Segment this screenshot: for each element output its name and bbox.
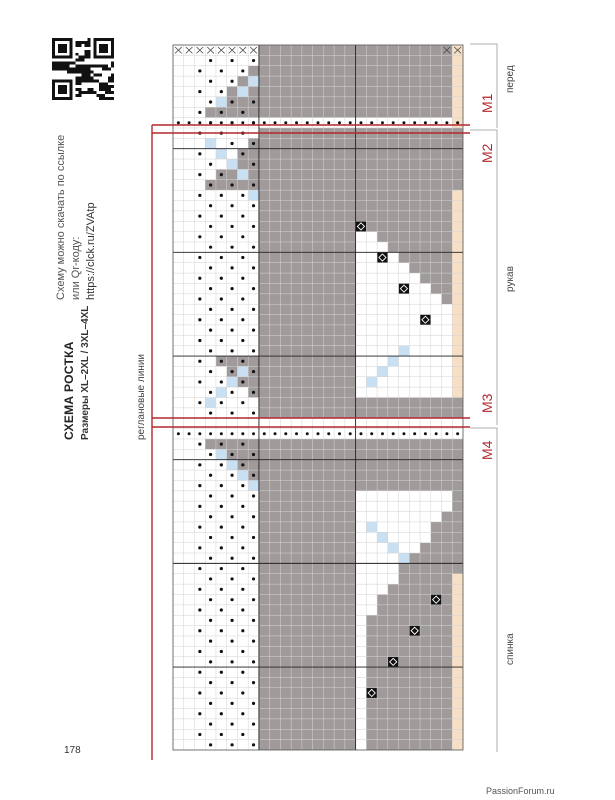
download-link[interactable]: https://clck.ru/ZVAtp [85,202,97,300]
section-label-m3: M3 [479,393,495,413]
chart-title-block [62,306,91,440]
page-title: СХЕМА РОСТКА [62,341,76,440]
download-note [54,135,99,300]
section-label-m2: M2 [479,143,495,163]
part-label-sleeve: рукав [505,266,516,292]
watermark: PassionForum.ru [486,786,555,796]
raglan-lines-label: реглановые линии [136,354,147,440]
page-number: 178 [64,745,81,756]
download-line-2: или Qr-коду: [70,236,82,300]
part-label-front: перед [505,65,516,93]
qr-code-icon [52,38,114,100]
sizes-subtitle: Размеры XL–2XL / 3XL–4XL [80,305,91,440]
download-line-1: Схему можно скачать по ссылке [55,134,67,300]
section-label-m1: M1 [479,93,495,113]
part-label-back: спинка [505,633,516,665]
section-label-m4: M4 [479,440,495,460]
